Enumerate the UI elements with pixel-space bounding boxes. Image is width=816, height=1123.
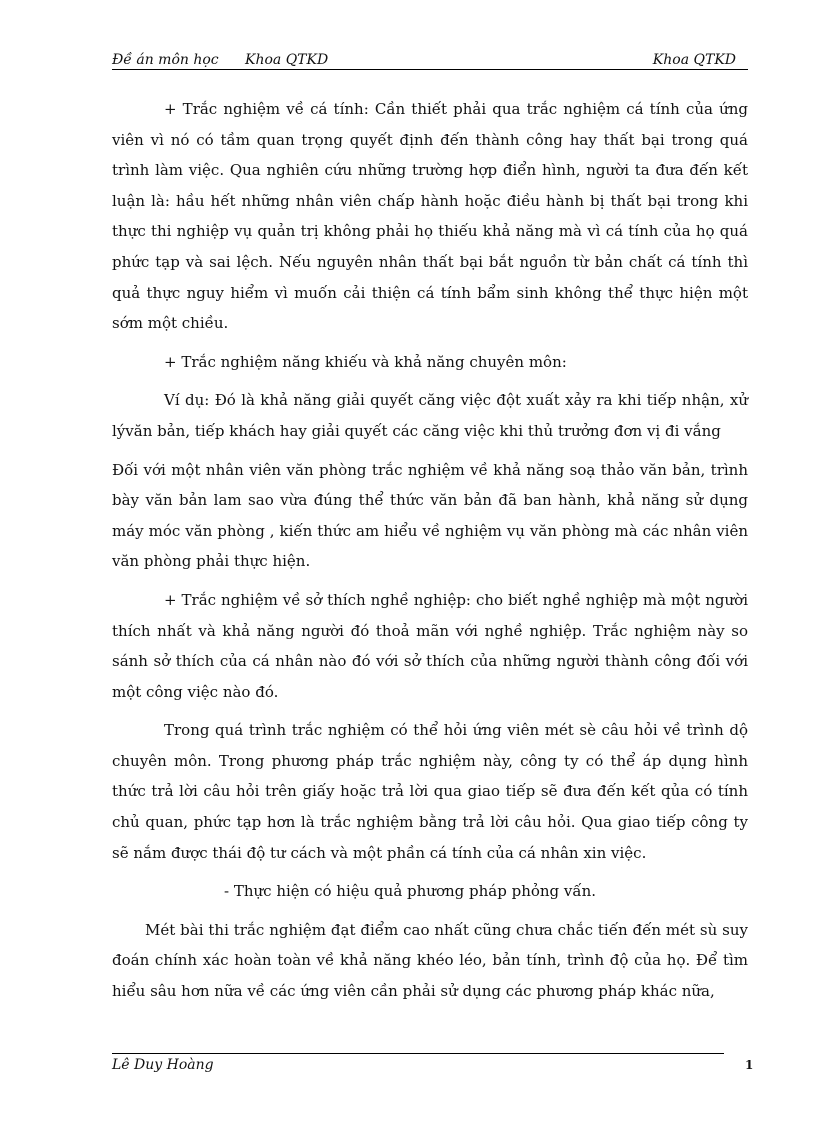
paragraph-career-interest: + Trắc nghiệm về sở thích nghề nghiệp: cho biết nghề nghiệp mà một người thích nhất và khả năng người đó thoả mãn với nghề nghiệp. Trắc nghiệm này so sánh sở thích của cá nhân nào đó với sở thích của những người thành công đối với một công việc nào đó.	[112, 590, 748, 701]
header-doc-type: Đề án môn học	[112, 52, 219, 68]
paragraph-aptitude-heading: + Trắc nghiệm năng khiếu và khả năng chuyên môn:	[164, 352, 567, 371]
page-number: 1	[745, 1058, 754, 1072]
paragraph-interview-heading: - Thực hiện có hiệu quả phương pháp phỏng vấn.	[224, 882, 597, 901]
paragraph-personality-test: + Trắc nghiệm về cá tính: Cần thiết phải qua trắc nghiệm cá tính của ứng viên vì nó có tầm quan trọng quyết định đến thành công hay thất bại trong quá trình làm việc. Qua nghiên cứu những trường hợp điển hình, người ta đưa đến kết luận là: hầu hết những nhân viên chấp hành hoặc điều hành bị thất bại trong khi thực thi nghiệp vụ quản trị không phải họ thiếu khả năng mà vì cá tính của họ quá phức tạp và sai lệch. Nếu nguyên nhân thất bại bắt nguồn từ bản chất cá tính thì quả thực nguy hiểm vì muốn cải thiện cá tính bẩm sinh không thể thực hiện một sớm một chiều.	[112, 100, 748, 333]
header-faculty: Khoa QTKD	[245, 52, 329, 68]
footer-divider	[112, 1053, 724, 1054]
paragraph-office-staff: Đối với một nhân viên văn phòng trắc nghiệm về khả năng soạ thảo văn bản, trình bày văn bản lam sao vừa đúng thể thức văn bản đã ban hành, khả năng sử dụng máy móc văn phòng , kiến thức am hiểu về nghiệm vụ văn phòng mà các nhân viên văn phòng phải thực hiện.	[112, 460, 748, 571]
header-faculty-right: Khoa QTKD	[652, 52, 736, 68]
paragraph-example: Ví dụ: Đó là khả năng giải quyết căng việc đột xuất xảy ra khi tiếp nhận, xử lývăn bản, tiếp khách hay giải quyết các căng việc khi thủ trưởng đơn vị đi vắng	[112, 391, 748, 440]
footer-author: Lê Duy Hoàng	[112, 1057, 214, 1073]
paragraph-conclusion: Mét bài thi trắc nghiệm đạt điểm cao nhất cũng chưa chắc tiến đến mét sù suy đoán chính xác hoàn toàn về khả năng khéo léo, bản tính, trình độ của họ. Để tìm hiểu sâu hơn nữa về các ứng viên cần phải sử dụng các phương pháp khác nữa,	[112, 920, 748, 1001]
page-header	[112, 51, 748, 70]
document-body	[112, 94, 748, 1007]
paragraph-testing-process: Trong quá trình trắc nghiệm có thể hỏi ứng viên mét sè câu hỏi về trình dộ chuyên môn. Trong phương pháp trắc nghiệm này, công ty có thể áp dụng hình thức trả lời câu hỏi trên giấy hoặc trả lời qua giao tiếp sẽ đưa đến kết qủa có tính chủ quan, phức tạp hơn là trắc nghiệm bằng trả lời câu hỏi. Qua giao tiếp công ty sẽ nắm được thái độ tư cách và một phần cá tính của cá nhân xin việc.	[112, 721, 748, 862]
